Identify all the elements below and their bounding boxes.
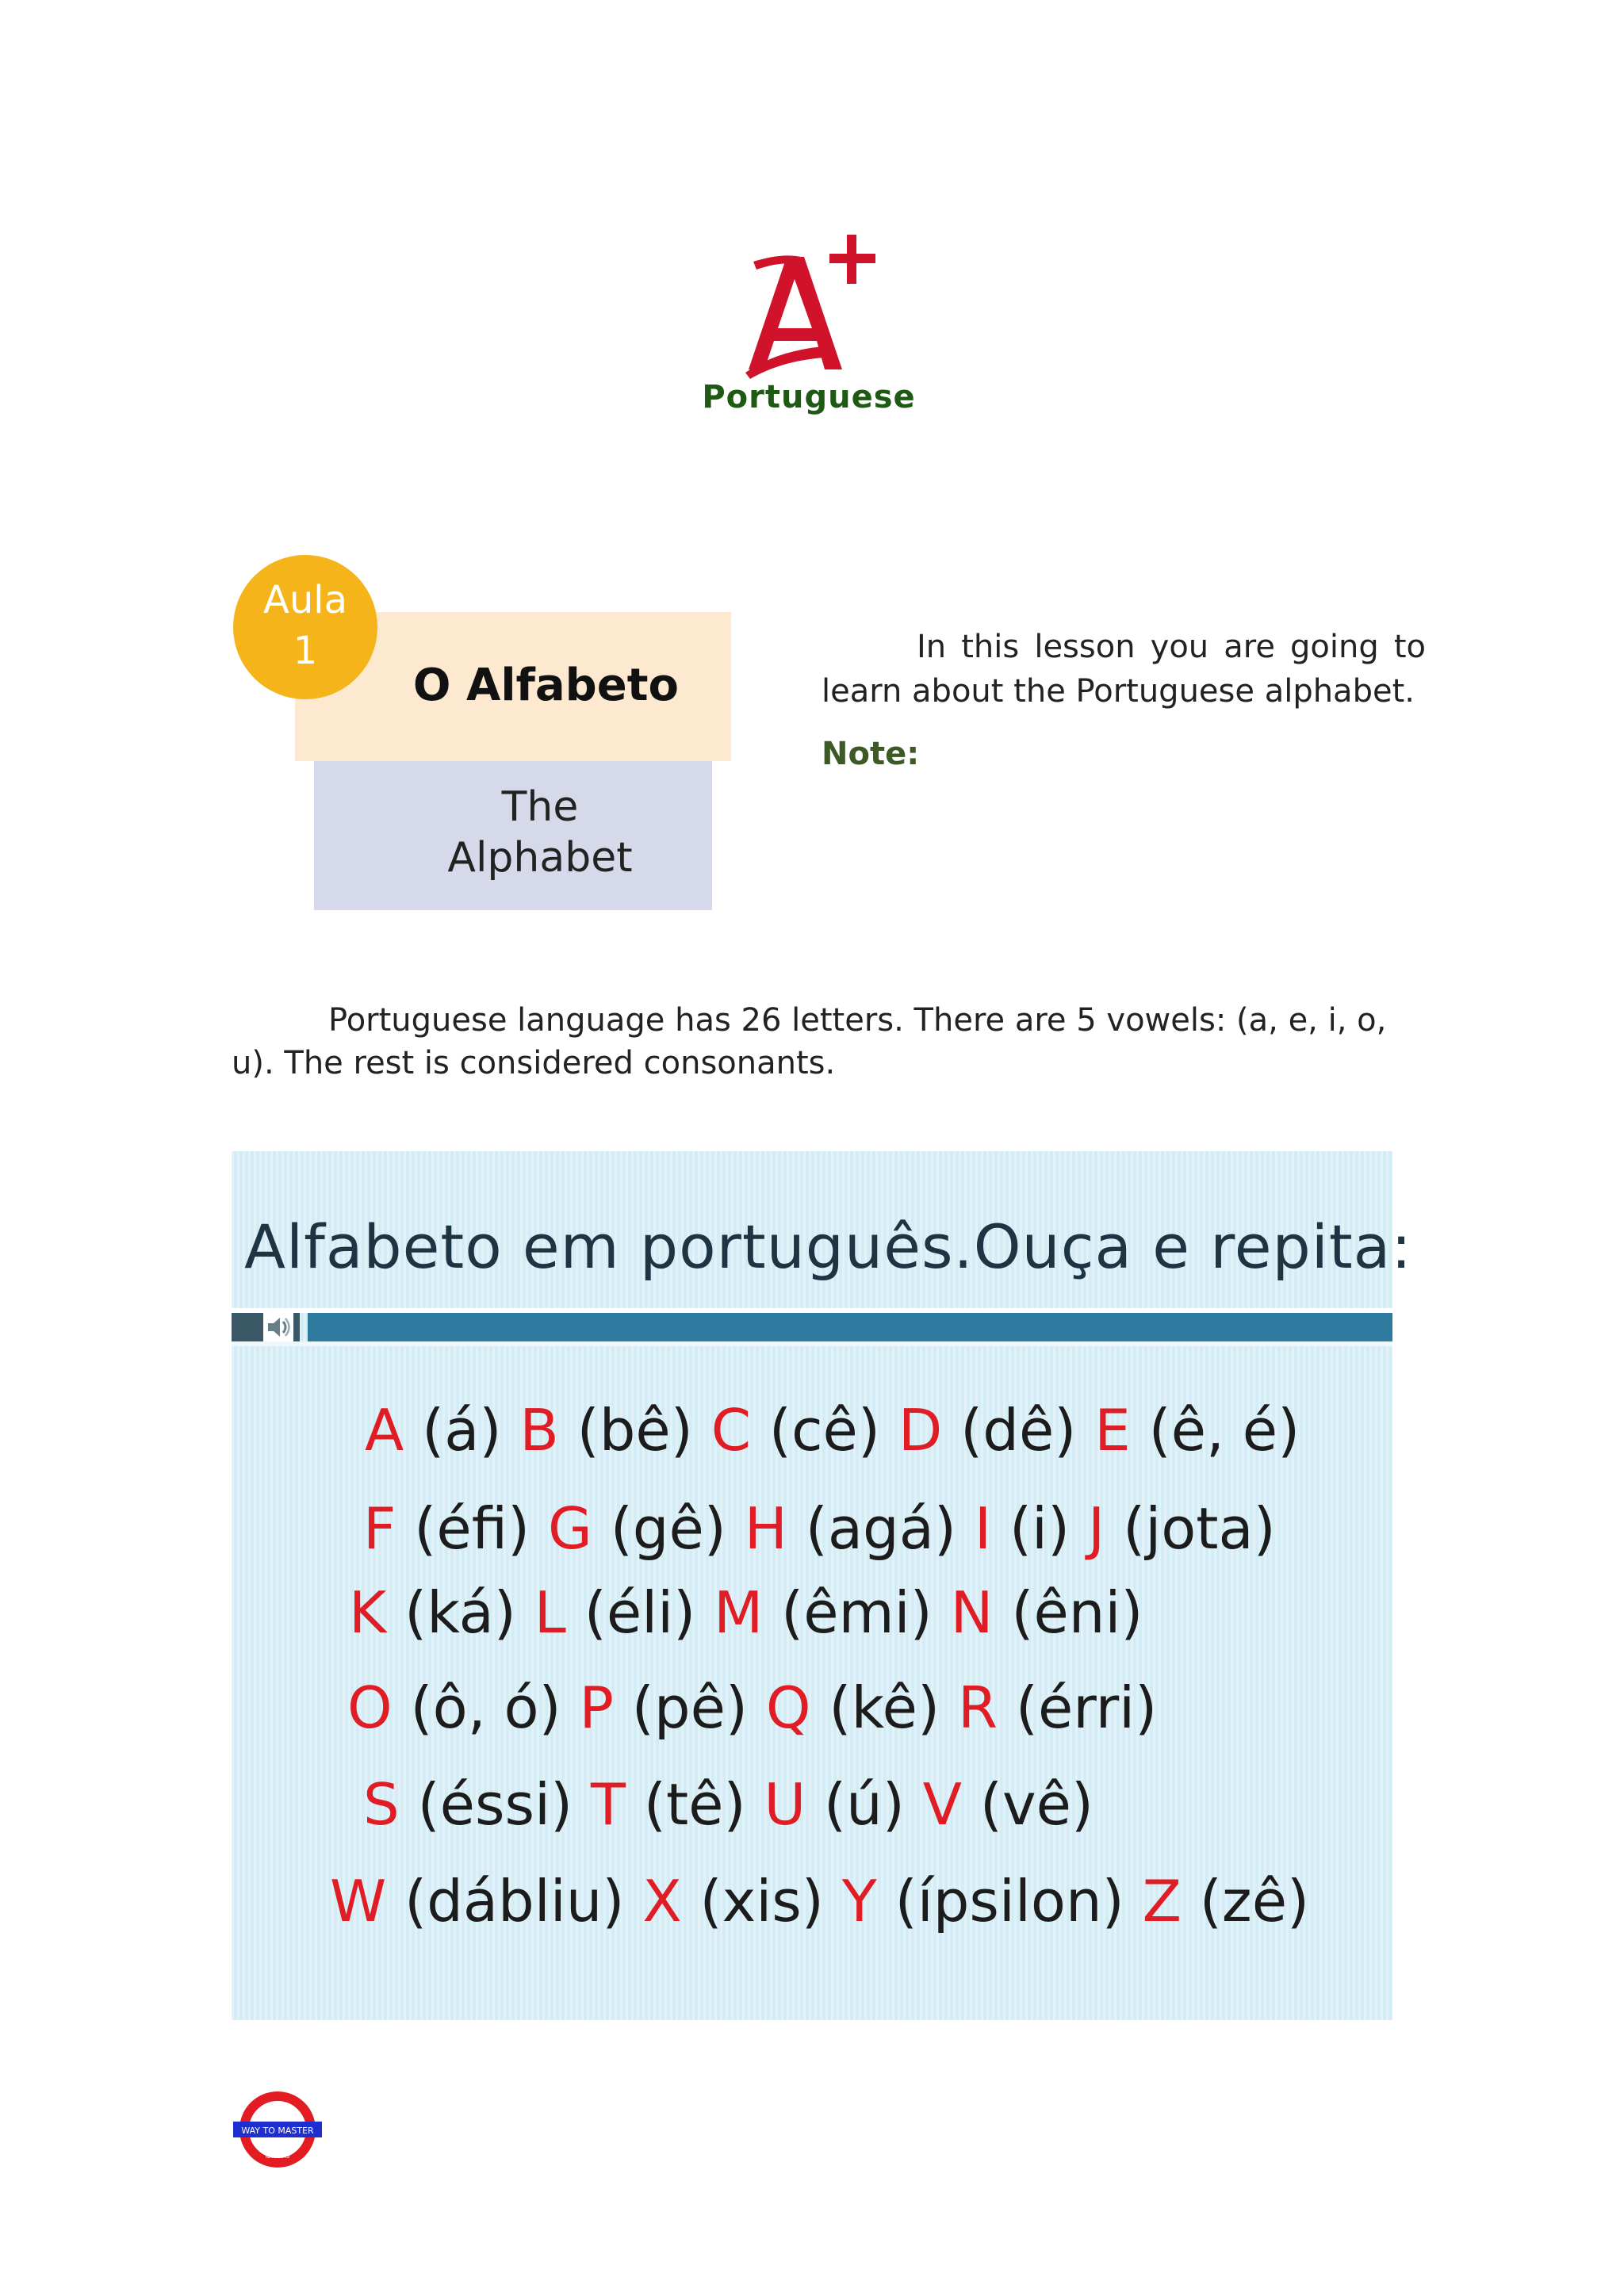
alphabet-letter: K — [349, 1579, 387, 1646]
alphabet-pronunciation: (ô, ó) — [392, 1674, 580, 1741]
alphabet-pronunciation: (ká) — [386, 1579, 534, 1646]
alphabet-letter: F — [363, 1495, 396, 1562]
lesson-subtitle-line1: The — [501, 783, 579, 831]
lesson-number-badge — [233, 555, 377, 699]
lesson-subtitle-line2: Alphabet — [447, 834, 633, 882]
alphabet-row — [347, 1674, 1157, 1741]
plus-horizontal — [829, 254, 875, 263]
panel-title: Alfabeto em português.Ouça e repita: — [244, 1211, 1412, 1282]
alphabet-pronunciation: (kê) — [810, 1674, 958, 1741]
way-to-master-logo — [233, 2090, 322, 2169]
speaker-icon[interactable] — [263, 1311, 293, 1343]
alphabet-pronunciation: (jota) — [1105, 1495, 1276, 1562]
alphabet-letter: R — [957, 1674, 998, 1741]
alphabet-pronunciation: (i) — [991, 1495, 1089, 1562]
brand-logo — [698, 230, 936, 436]
alphabet-letter: H — [744, 1495, 787, 1562]
alphabet-letter: M — [714, 1579, 764, 1646]
alphabet-letter: U — [764, 1771, 806, 1838]
alphabet-pronunciation: (tê) — [625, 1771, 764, 1838]
logo-caption: Portuguese — [702, 379, 916, 415]
alphabet-letter: P — [579, 1674, 614, 1741]
alphabet-letter: Q — [765, 1674, 811, 1741]
alphabet-pronunciation: (gê) — [592, 1495, 745, 1562]
alphabet-letter: T — [590, 1771, 626, 1838]
alphabet-row — [365, 1397, 1300, 1464]
alphabet-letter: D — [898, 1397, 943, 1464]
footer-logo-text: WAY TO MASTER — [241, 2126, 314, 2136]
alphabet-letter: S — [363, 1771, 400, 1838]
alphabet-letter: G — [548, 1495, 592, 1562]
alphabet-pronunciation: (dê) — [942, 1397, 1095, 1464]
alphabet-pronunciation: (ê, é) — [1130, 1397, 1300, 1464]
alphabet-pronunciation: (êni) — [993, 1579, 1143, 1646]
alphabet-row — [363, 1495, 1276, 1562]
alphabet-pronunciation: (éssi) — [399, 1771, 591, 1838]
alphabet-panel — [232, 1151, 1412, 2020]
audio-progress-bar[interactable] — [308, 1313, 1392, 1341]
alphabet-pronunciation: (éfi) — [396, 1495, 549, 1562]
alphabet-letter: N — [950, 1579, 994, 1646]
footer-logo-subtext: IDIOMAS — [265, 2153, 290, 2160]
alphabet-pronunciation: (érri) — [997, 1674, 1158, 1741]
alphabet-letter: Z — [1142, 1868, 1182, 1934]
alphabet-row — [363, 1771, 1094, 1838]
alphabet-letter: E — [1094, 1397, 1131, 1464]
panel-divider-lower — [232, 1341, 1392, 1346]
alphabet-letter: I — [974, 1495, 992, 1562]
alphabet-pronunciation: (êmi) — [763, 1579, 951, 1646]
alphabet-pronunciation: (dábliu) — [386, 1868, 643, 1934]
alphabet-letter: O — [347, 1674, 393, 1741]
lesson-title: O Alfabeto — [412, 660, 679, 711]
alphabet-row — [349, 1579, 1143, 1646]
note-label: Note: — [822, 736, 920, 772]
alphabet-row — [330, 1868, 1309, 1934]
alphabet-letter: V — [922, 1771, 963, 1838]
alphabet-pronunciation: (á) — [404, 1397, 520, 1464]
alphabet-pronunciation: (zê) — [1181, 1868, 1310, 1934]
alphabet-pronunciation: (pê) — [613, 1674, 766, 1741]
alphabet-pronunciation: (bê) — [558, 1397, 711, 1464]
alphabet-pronunciation: (cê) — [750, 1397, 898, 1464]
badge-label: Aula — [262, 578, 347, 622]
lesson-subtitle-box — [314, 761, 712, 910]
alphabet-pronunciation: (agá) — [787, 1495, 975, 1562]
alphabet-pronunciation: (ú) — [806, 1771, 923, 1838]
alphabet-letter: X — [642, 1868, 682, 1934]
badge-number: 1 — [293, 629, 318, 673]
a-plus-mark — [698, 230, 920, 381]
alphabet-pronunciation: (ípsilon) — [876, 1868, 1143, 1934]
alphabet-letter: C — [710, 1397, 751, 1464]
body-paragraph-block — [232, 999, 1392, 1085]
alphabet-pronunciation: (xis) — [681, 1868, 842, 1934]
alphabet-letter: Y — [841, 1868, 877, 1934]
intro-text-block — [822, 625, 1426, 714]
alphabet-letter: B — [519, 1397, 559, 1464]
alphabet-letter: W — [330, 1868, 387, 1934]
alphabet-pronunciation: (vê) — [962, 1771, 1094, 1838]
alphabet-pronunciation: (éli) — [565, 1579, 714, 1646]
body-paragraph: Portuguese language has 26 letters. There are 5 vowels: (a, e, i, o, u). The rest is considered consonants. — [232, 1002, 1387, 1081]
alphabet-letter: A — [365, 1397, 404, 1464]
alphabet-letter: L — [534, 1579, 566, 1646]
alphabet-letter: J — [1088, 1495, 1105, 1562]
intro-text: In this lesson you are going to learn about the Portuguese alphabet. — [822, 629, 1426, 710]
